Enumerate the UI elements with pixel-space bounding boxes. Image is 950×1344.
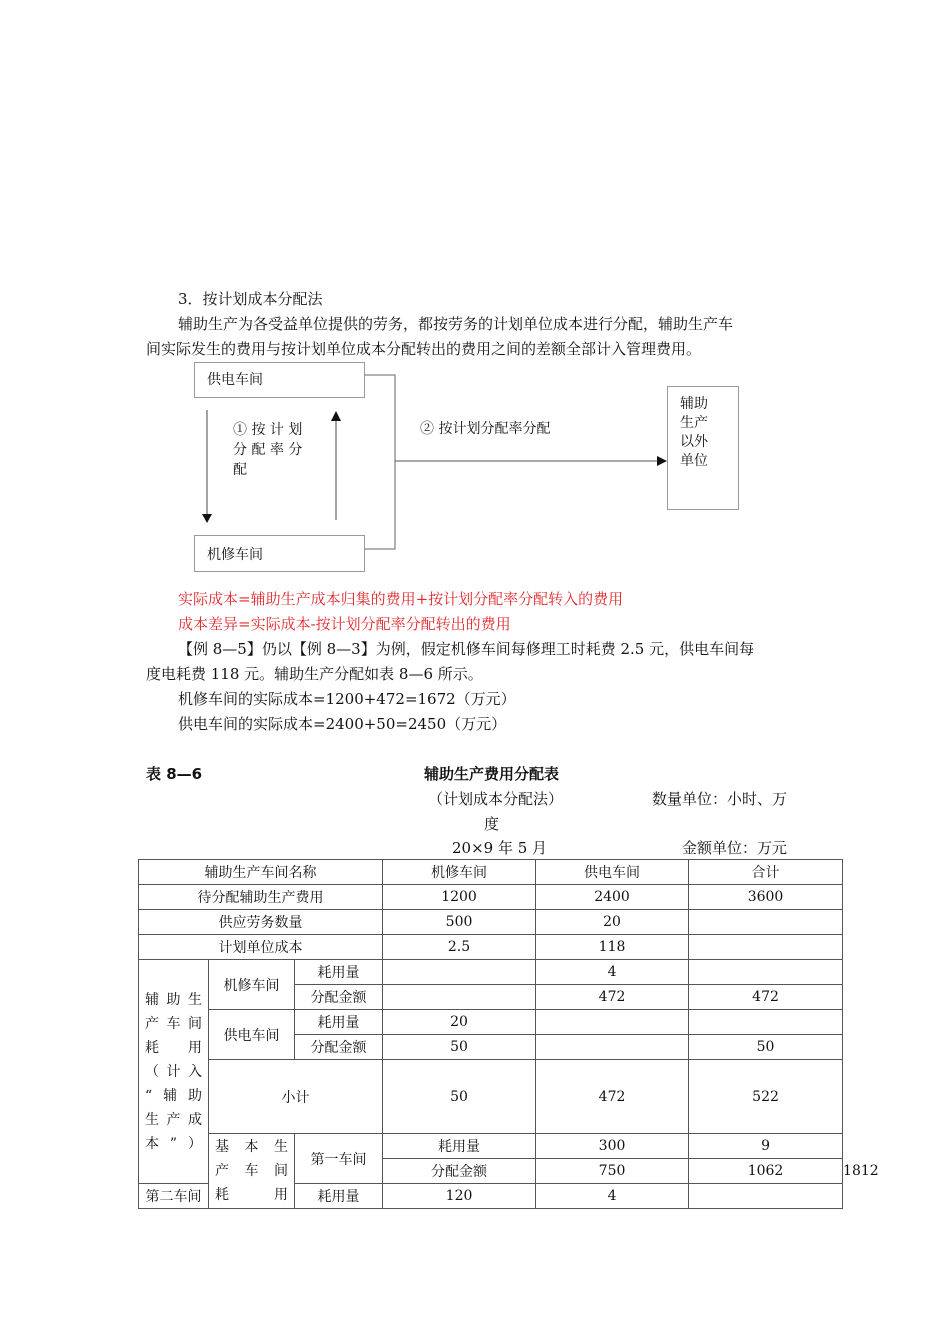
table-row — [139, 960, 843, 985]
cell-value — [689, 960, 843, 985]
intro-line-2: 间实际发生的费用与按计划单位成本分配转出的费用之间的差额全部计入管理费用。 — [146, 340, 702, 358]
cell-value — [689, 1184, 843, 1209]
cell-value — [383, 985, 536, 1010]
bracket-connector — [365, 375, 395, 549]
row-label: 计划单位成本 — [139, 935, 383, 960]
aux-power-dept: 供电车间 — [209, 1010, 295, 1060]
cell-value: 750 — [536, 1159, 689, 1184]
cell-value: 4 — [536, 960, 689, 985]
qty-unit-line-1: 数量单位：小时、万 — [652, 790, 788, 808]
cell-value — [689, 1010, 843, 1035]
table-row: 分配金额 750 1062 1812 — [139, 1159, 843, 1184]
qty-unit-line-2: 度 — [484, 815, 500, 833]
basic-ws2-dept: 第二车间 — [139, 1184, 209, 1209]
cell-value: 2.5 — [383, 935, 536, 960]
cell-value: 20 — [383, 1010, 536, 1035]
outside-line-4: 单位 — [680, 453, 708, 469]
section-heading: 3．按计划成本分配法 — [178, 290, 323, 308]
cell-value: 120 — [383, 1184, 536, 1209]
step1-label: ① 按 计 划 分 配 率 分 配 — [233, 422, 303, 478]
cell-value: 472 — [536, 985, 689, 1010]
row-label: 耗用量 — [383, 1134, 536, 1159]
cell-value: 118 — [536, 935, 689, 960]
cell-value — [689, 910, 843, 935]
header-power: 供电车间 — [536, 860, 689, 885]
row-label: 供应劳务数量 — [139, 910, 383, 935]
amount-unit: 金额单位：万元 — [682, 839, 788, 857]
row-label: 分配金额 — [295, 985, 383, 1010]
cell-value: 472 — [689, 985, 843, 1010]
basic-ws1-dept: 第一车间 — [295, 1134, 383, 1184]
outside-line-3: 以外 — [680, 434, 708, 450]
diagram-arrows — [0, 0, 950, 620]
row-label: 耗用量 — [295, 1010, 383, 1035]
table-method: （计划成本分配法） — [428, 790, 564, 808]
cell-value: 4 — [536, 1184, 689, 1209]
formula-cost-variance: 成本差异=实际成本-按计划分配率分配转出的费用 — [178, 615, 511, 633]
cell-value: 1200 — [383, 885, 536, 910]
table-row — [139, 885, 843, 910]
arrow-down-head — [202, 514, 212, 523]
header-repair: 机修车间 — [383, 860, 536, 885]
cell-value: 522 — [689, 1060, 843, 1134]
cell-value: 500 — [383, 910, 536, 935]
aux-repair-dept: 机修车间 — [209, 960, 295, 1010]
table-date: 20×9 年 5 月 — [452, 839, 548, 857]
row-label: 待分配辅助生产费用 — [139, 885, 383, 910]
arrow-up-head — [331, 411, 341, 421]
cell-value: 3600 — [689, 885, 843, 910]
table-number: 表 8—6 — [146, 765, 203, 783]
cell-value — [536, 1010, 689, 1035]
table-row — [139, 910, 843, 935]
cell-value: 2400 — [536, 885, 689, 910]
table-row — [139, 1010, 843, 1035]
cell-value — [536, 1035, 689, 1060]
cell-value: 50 — [383, 1035, 536, 1060]
subtotal-label: 小计 — [209, 1060, 383, 1134]
intro-line-1: 辅助生产为各受益单位提供的劳务，都按劳务的计划单位成本进行分配，辅助生产车 — [178, 315, 734, 333]
aux-group-label: 辅助生 产车间 耗 用 （计入 “辅助 生产成 本”） — [139, 960, 209, 1184]
cell-value — [689, 935, 843, 960]
power-actual-cost: 供电车间的实际成本=2400+50=2450（万元） — [178, 715, 507, 733]
outside-line-1: 辅助 — [680, 396, 708, 412]
cell-value: 1062 — [689, 1159, 843, 1184]
basic-group-label: 基本生 产车间 耗 用 — [209, 1134, 295, 1209]
cell-value: 9 — [689, 1134, 843, 1159]
cell-value: 50 — [689, 1035, 843, 1060]
table-row — [139, 1134, 843, 1159]
step2-label: ② 按计划分配率分配 — [420, 421, 551, 437]
box-power-label: 供电车间 — [207, 372, 263, 388]
cell-value: 472 — [536, 1060, 689, 1134]
example-line-1: 【例 8—5】仍以【例 8—3】为例，假定机修车间每修理工时耗费 2.5 元，供电车间每 — [178, 640, 755, 658]
row-label: 分配金额 — [383, 1159, 536, 1184]
cell-value — [383, 960, 536, 985]
header-total: 合计 — [689, 860, 843, 885]
cell-value: 50 — [383, 1060, 536, 1134]
cell-value: 20 — [536, 910, 689, 935]
outside-line-2: 生产 — [680, 415, 708, 431]
header-name: 辅助生产车间名称 — [139, 860, 383, 885]
row-label: 耗用量 — [295, 960, 383, 985]
allocation-table — [138, 859, 879, 1209]
formula-actual-cost: 实际成本=辅助生产成本归集的费用+按计划分配率分配转入的费用 — [178, 590, 624, 608]
cell-value: 300 — [536, 1134, 689, 1159]
subtotal-row — [139, 1060, 843, 1134]
repair-actual-cost: 机修车间的实际成本=1200+472=1672（万元） — [178, 690, 516, 708]
example-line-2: 度电耗费 118 元。辅助生产分配如表 8—6 所示。 — [146, 665, 483, 683]
table-row — [139, 935, 843, 960]
arrow-right-head — [657, 456, 667, 466]
row-label: 分配金额 — [295, 1035, 383, 1060]
table-title: 辅助生产费用分配表 — [424, 765, 560, 783]
row-label: 耗用量 — [295, 1184, 383, 1209]
table-header-row — [139, 860, 843, 885]
box-repair-label: 机修车间 — [207, 547, 263, 563]
